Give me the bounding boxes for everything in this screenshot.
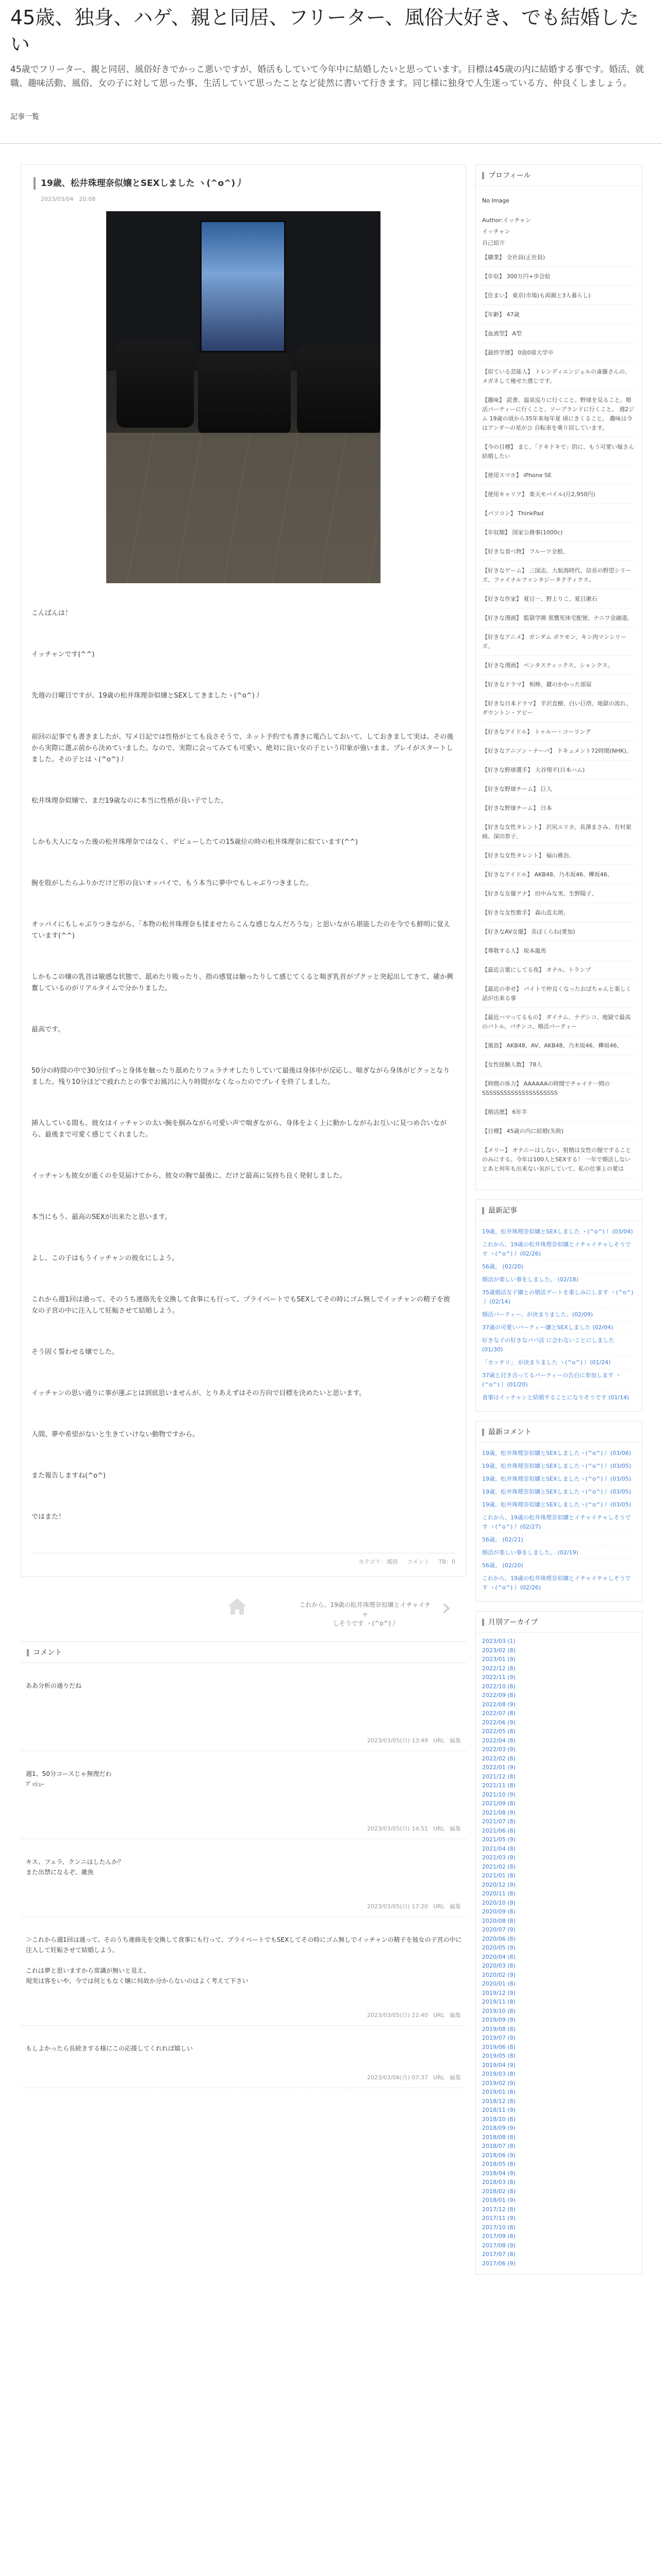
article-paragraph: 腕を肢がしたらふりかだけど形の良いオッパイで、もう本当に夢中でもしゃぶりつきました。	[31, 879, 313, 887]
archive-month-link[interactable]: 2018/01 (9)	[482, 2197, 516, 2204]
profile-item: 【時間の体力】 AAAAAAの時間でチャイナ一問のSSSSSSSSSSSSSSSSSSSSS	[482, 1079, 636, 1103]
comment-author[interactable]: URL	[433, 2074, 444, 2081]
next-article-link[interactable]: これから、19歳の松井珠理奈似嬢とイチャイチャ しそうです ヽ(^o^)丿	[299, 1601, 431, 1627]
article-paragraph: しかもこの嬢の乳首は敏感な状態で、舐めたり吸ったり、指の感覚は触ったりして感じてくると喘ぎ乳首がプクッと突起出してきて、確か興奮しているのがリアルタイムで分かりました。	[31, 973, 454, 992]
comment-author[interactable]: URL	[433, 1903, 444, 1910]
article	[21, 164, 466, 1577]
archive-month-link[interactable]: 2022/02 (8)	[482, 1755, 516, 1762]
archive-month-link[interactable]: 2017/09 (8)	[482, 2233, 516, 2240]
archive-month-link[interactable]: 2019/07 (9)	[482, 2035, 516, 2041]
article-paragraph: しかも大人になった後の松井珠理奈ではなく、デビューしたての15歳位の時の松井珠理奈に似ています(^^)	[31, 838, 358, 846]
comment-footer	[362, 2011, 461, 2019]
archive-month-link[interactable]: 2021/06 (8)	[482, 1827, 516, 1834]
archive-month-link[interactable]: 2019/08 (8)	[482, 2025, 516, 2032]
archive-month-link[interactable]: 2019/11 (8)	[482, 1998, 516, 2005]
archive-month-link[interactable]: 2023/02 (8)	[482, 1647, 516, 1654]
archive-list	[476, 1633, 642, 2274]
article-paragraph: イッチャンの思い通りに事が運ぶとは到底思いませんが、とりあえずはその方向で目標を決めたいと思います。	[31, 1389, 366, 1397]
archive-month-link[interactable]: 2022/01 (9)	[482, 1764, 516, 1771]
comment-footer	[362, 2073, 461, 2081]
comment-list	[21, 1663, 466, 2088]
archive-month-link[interactable]: 2018/09 (9)	[482, 2125, 516, 2131]
archive-month-link[interactable]: 2020/07 (9)	[482, 1926, 516, 1933]
profile-item: 【使用スマホ】 iPhone SE	[482, 471, 636, 485]
recent-comment-link[interactable]: 19歳、松井珠理奈似嬢とSEXしましたヽ(^o^)丿 (03/05)	[482, 1499, 636, 1511]
comments-section	[21, 1641, 466, 2088]
article-paragraph: イッチャンです(^^)	[31, 651, 95, 658]
profile-item: 【好きな食べ物】 フルーツ全般、	[482, 547, 636, 561]
profile-item: 【好きなアイドル】 AKB48、乃木坂46、欅坂46、	[482, 870, 636, 884]
archive-month-link[interactable]: 2020/09 (8)	[482, 1908, 516, 1915]
photo-chair	[198, 353, 291, 435]
article-paragraph: 松井珠理奈似嬢で、まだ19歳なのに本当に性格が良い子でした。	[31, 797, 228, 805]
profile-item: 【尊敬する人】 坂本龍馬	[482, 946, 636, 960]
profile-item: 【好きな作家】 夏目一、野上りこ、夏目漱石	[482, 595, 636, 608]
profile-heading: プロフィール	[476, 165, 642, 186]
comment-line: 週1、50分コースじゃ無理だわ	[26, 1770, 112, 1777]
profile-item: 【好きなドラマ】 相棒、鍵のかかった部屋	[482, 680, 636, 694]
profile-item: 【女性経験人数】 78人	[482, 1060, 636, 1074]
profile-item: 【好きなAV女優】 美ぼくらね(愛加)	[482, 927, 636, 941]
recent-post-link[interactable]: これから、19歳の松井珠理奈似嬢とイチャイチャしそうです ヽ(^o^)丿 (02/26)	[482, 1239, 636, 1260]
comment-line: これは夢と思いますから常識が無いと見え、	[26, 1967, 150, 1974]
profile-item: 【最終学歴】 0浪0留大学卒	[482, 348, 636, 362]
profile-item: 【趣味】 読書、温泉巡りに行くこと。野球を見ること、婚活パーティーに行くこと、ソープランドに行くこと。 週2ジム 19歳の頃から35年来毎年夏 頃にきくること。 趣味は今はアンダーの星がひ 自転車を乗り回しています。	[482, 396, 636, 437]
recent-post-link[interactable]: 食事はイッチャンと結婚することになりそうです (01/14)	[482, 1392, 636, 1404]
archive-month-link[interactable]: 2018/02 (8)	[482, 2188, 516, 2195]
archive-month-link[interactable]: 2020/02 (9)	[482, 1971, 516, 1978]
comment-meta: 2023/03/05(日) 17:20	[367, 1903, 428, 1910]
comment-item	[21, 2026, 466, 2088]
archive-month-link[interactable]: 2018/08 (8)	[482, 2133, 516, 2141]
archive-month-link[interactable]: 2020/10 (9)	[482, 1899, 516, 1906]
comment-edit[interactable]: 編集	[450, 2074, 461, 2081]
article-paragraph: よし、この子はもうイッチャンの彼女にしよう。	[31, 1255, 179, 1262]
article-paragraph: 挿入している間も、彼女はイッチャンの太い腕を掴みながら可愛い声で喘ぎながら、身体をよく上に動かしながらお互いに見つめ合いながら、最後まで可愛く感じてくれました。	[31, 1120, 447, 1139]
comment-line: また出禁になるぞ、雑魚	[26, 1869, 94, 1876]
archive-month-link[interactable]: 2019/10 (8)	[482, 2007, 516, 2014]
profile-item: 【パソコン】 ThinkPad	[482, 509, 636, 523]
recent-posts-list	[476, 1221, 642, 1411]
archive-month-link[interactable]: 2019/04 (9)	[482, 2061, 516, 2069]
profile-item: 【好きな女性歌手】 森山直太朗、	[482, 908, 636, 922]
article-title[interactable]: 19歳、松井珠理奈似嬢とSEXしました ヽ(^o^)丿	[34, 177, 455, 190]
profile-item: 【好きな女優アナ】 田中みな実、生野陽子、	[482, 889, 636, 903]
photo-chair	[117, 340, 194, 428]
comment-footer	[362, 1736, 461, 1744]
archive-month-link[interactable]: 2018/05 (8)	[482, 2161, 516, 2167]
archive-month-link[interactable]: 2020/11 (8)	[482, 1890, 516, 1897]
profile-item: 【好きな野球チーム】 日本	[482, 804, 636, 818]
archive-month-link[interactable]: 2020/01 (8)	[482, 1980, 516, 1987]
archive-month-link[interactable]: 2022/05 (8)	[482, 1728, 516, 1735]
sidebar	[475, 164, 642, 2284]
archive-month-link[interactable]: 2022/11 (9)	[482, 1674, 516, 1681]
archive-month-link[interactable]: 2019/01 (8)	[482, 2089, 516, 2095]
comment-line	[26, 1955, 466, 1965]
archive-month-link[interactable]: 2017/06 (9)	[482, 2260, 516, 2267]
recent-post-link[interactable]: 35歳婚活女子嬢との婚活デートを楽しみにします ヽ(^o^)丿 (02/14)	[482, 1287, 636, 1308]
profile-item: 【使用キャリア】 楽天モバイル(月2,950円)	[482, 490, 636, 504]
recent-comment-link[interactable]: これから、19歳の松井珠理奈似嬢とイチャイチャしそうです ヽ(^o^)丿 (02/27)	[482, 1512, 636, 1533]
photo-chair	[297, 345, 380, 435]
archive-month-link[interactable]: 2019/05 (8)	[482, 2053, 516, 2059]
archive-month-link[interactable]: 2020/06 (8)	[482, 1935, 516, 1942]
profile-author: Author:イッチャン	[482, 217, 531, 224]
comment-item	[21, 1917, 466, 2026]
archive-month-link[interactable]: 2017/11 (9)	[482, 2215, 516, 2222]
profile-item: 【好きな野球選手】 大谷翔平(日本ハム)	[482, 766, 636, 779]
article-date: 2023/03/04 20:08	[41, 196, 96, 202]
recent-comment-link[interactable]: 19歳、松井珠理奈似嬢とSEXしましたヽ(^o^)丿 (03/05)	[482, 1486, 636, 1498]
comment-line: ﾌﾟｯｼｭｰ	[26, 1781, 45, 1788]
article-paragraph: 人間、夢や希望がないと生きていけない動物ですから。	[31, 1431, 200, 1438]
archive-month-link[interactable]: 2022/10 (8)	[482, 1683, 516, 1690]
profile-item: 【好きなゲーム】 三国志、大航海時代、信長の野望シリーズ、ファイナルファンタジータクティクス。	[482, 566, 636, 589]
profile-item: 【目標】 45歳の内に結婚(失敗)	[482, 1127, 636, 1141]
profile-item: 【職業】 全社員(正社員)	[482, 253, 636, 267]
recent-comments-box	[475, 1421, 642, 1602]
comment-body	[21, 1769, 111, 1789]
recent-post-link[interactable]: 婚活が楽しい事をしました。 (02/18)	[482, 1274, 636, 1286]
profile-items	[482, 253, 636, 1178]
recent-post-link[interactable]: 婚活パーティー、が決まりました。(02/09)	[482, 1309, 636, 1321]
recent-posts-box	[475, 1199, 642, 1412]
archive-month-link[interactable]: 2021/12 (8)	[482, 1773, 516, 1780]
comment-author[interactable]: URL	[433, 2012, 444, 2019]
chevron-right-icon[interactable]: ›	[441, 1593, 452, 1622]
archive-month-link[interactable]: 2022/07 (8)	[482, 1710, 516, 1717]
comment-meta: 2023/03/05(日) 13:49	[367, 1737, 428, 1744]
comment-edit[interactable]: 編集	[450, 1825, 461, 1832]
comment-author[interactable]: URL	[433, 1825, 444, 1832]
article-body	[31, 608, 455, 1523]
archive-month-link[interactable]: 2021/02 (8)	[482, 1863, 516, 1870]
profile-intro: 自己紹介	[482, 240, 505, 246]
profile-item: 【好きな漫画】 監獄学園 黒鷺死体宅配便、ナニワ金融道。	[482, 614, 636, 628]
recent-post-link[interactable]: 37歳と付き合ってるパーティーの告白に参加します ヽ(^o^)丿 (01/20)	[482, 1370, 636, 1391]
archive-month-link[interactable]: 2023/01 (9)	[482, 1656, 516, 1663]
archive-month-link[interactable]: 2020/05 (9)	[482, 1944, 516, 1951]
archive-month-link[interactable]: 2022/08 (9)	[482, 1701, 516, 1708]
comment-meta: 2023/03/06(月) 07:37	[367, 2074, 428, 2081]
profile-item: 【婚活歴】 6年半	[482, 1108, 636, 1122]
archive-month-link[interactable]: 2021/04 (8)	[482, 1845, 516, 1852]
profile-item: 【最近の幸せ】 バイトで仲良くなったおばちゃんと楽しく話が出来る事	[482, 985, 636, 1008]
archive-month-link[interactable]: 2022/06 (9)	[482, 1719, 516, 1726]
archive-month-link[interactable]: 2019/02 (9)	[482, 2079, 516, 2087]
profile-item: 【好きな日本ドラマ】 半沢直樹、白い巨塔、地獄の流れ、ダウントン・アビー	[482, 699, 636, 722]
profile-item: 【血液型】 A型	[482, 329, 636, 343]
comment-line: キス、フェラ、クンニはしたんか？	[26, 1858, 124, 1866]
trackback-link[interactable]: TB：0	[438, 1558, 455, 1565]
home-icon[interactable]	[226, 1595, 249, 1618]
archive-month-link[interactable]: 2020/04 (8)	[482, 1953, 516, 1960]
profile-item: 【好きなアニメ】 ガンダム ポケモン、キン肉マンシリーズ、	[482, 633, 636, 656]
archive-month-link[interactable]: 2018/04 (9)	[482, 2170, 516, 2177]
article-paragraph: 前回の記事でも書きましたが、写メ日記では性格がとても良さそうで、ネット予約でも書きに電凸しておいて、しておきまして実は、その後から実際に選ぶ前から決めていました。なので、実際に会ってみても可愛い、絶対に良い女の子という印象が強いまま、プレイがスタートしました。その子とはヽ(^o^)丿	[31, 733, 454, 764]
archive-month-link[interactable]: 2017/08 (9)	[482, 2242, 516, 2249]
article-paragraph: 本当にもう、最高のSEXが出来たと思います。	[31, 1213, 172, 1221]
profile-item: 【好きなアイドル】 トゥルー・コーリング	[482, 727, 636, 741]
archive-heading: 月別アーカイブ	[476, 1612, 642, 1633]
comment-edit[interactable]: 編集	[450, 1737, 461, 1744]
comment-meta: 2023/03/05(日) 22:40	[367, 2012, 428, 2019]
archive-month-link[interactable]: 2017/07 (8)	[482, 2251, 516, 2258]
photo-floor	[106, 433, 380, 583]
archive-month-link[interactable]: 2019/12 (9)	[482, 1989, 516, 1996]
comment-item	[21, 1751, 466, 1839]
comment-body	[21, 1857, 124, 1877]
recent-comment-link[interactable]: 19歳、松井珠理奈似嬢とSEXしましたヽ(^o^)丿 (03/06)	[482, 1448, 636, 1460]
site-title[interactable]: 45歳、独身、ハゲ、親と同居、フリーター、風俗大好き、でも結婚したい	[10, 6, 639, 56]
recent-post-link[interactable]: 37歳の可愛いパーティー嬢とSEXしました (02/04)	[482, 1322, 636, 1334]
archive-month-link[interactable]: 2021/09 (8)	[482, 1800, 516, 1807]
article-paragraph: こんばんは！	[31, 609, 72, 617]
comments-heading: コメント	[21, 1641, 466, 1663]
article-paragraph: イッチャンも彼女が逝くのを見届けてから、彼女の胸で最後に、だけど最高に気持ち良く発射しました。	[31, 1172, 346, 1180]
comment-body	[21, 1681, 81, 1691]
archive-box	[475, 1611, 642, 2275]
comment-line: 現実は客をいや、今では何ともなく嬢に何故か分からないのはよく考えて下さい	[26, 1977, 249, 1985]
profile-item: 【メリー】 オナニーはしない、射精は女性の膣ですることのみにする。今年は100人とSEXする！ 一年で婚活しないとあと何年も出来ない気がしていて、私の仕事上の愛は	[482, 1146, 636, 1178]
archive-month-link[interactable]: 2021/10 (9)	[482, 1791, 516, 1798]
article-footer	[31, 1553, 455, 1566]
article-paragraph: オッパイにもしゃぶりつきながら、「本物の松井珠理奈も揉ませたらこんな感じなんだろうな」と思いながら堪能したのを今でも鮮明に覚えています(^^)	[31, 921, 451, 940]
archive-month-link[interactable]: 2021/07 (8)	[482, 1818, 516, 1825]
recent-comment-link[interactable]: 婚活が楽しい事をしました。 (02/19)	[482, 1547, 636, 1559]
comment-link[interactable]: コメント	[407, 1558, 430, 1565]
profile-no-image: No Image	[482, 197, 509, 204]
site-nav	[10, 111, 652, 125]
category-link[interactable]: カテゴリ：風俗	[358, 1558, 398, 1565]
comment-edit[interactable]: 編集	[450, 2012, 461, 2019]
recent-comment-link[interactable]: 19歳、松井珠理奈似嬢とSEXしましたヽ(^o^)丿 (03/05)	[482, 1473, 636, 1485]
archive-month-link[interactable]: 2021/11 (8)	[482, 1782, 516, 1789]
archive-month-link[interactable]: 2020/08 (8)	[482, 1917, 516, 1924]
archive-month-link[interactable]: 2020/03 (8)	[482, 1962, 516, 1969]
comment-item	[21, 1663, 466, 1751]
comment-body	[21, 1935, 466, 1986]
archive-month-link[interactable]: 2022/09 (8)	[482, 1692, 516, 1699]
article-paragraph: ではまた！	[31, 1513, 65, 1521]
profile-item: 【好きな漫画】 ペンタスティックス、シャンクス。	[482, 661, 636, 675]
article-paragraph: 最高です。	[31, 1026, 64, 1033]
comment-item	[21, 1839, 466, 1917]
archive-month-link[interactable]: 2021/05 (9)	[482, 1836, 516, 1843]
recent-post-link[interactable]: 56歳、 (02/20)	[482, 1261, 636, 1273]
archive-month-link[interactable]: 2018/07 (8)	[482, 2143, 516, 2149]
comment-author[interactable]: URL	[433, 1737, 444, 1744]
article-paragraph: 先週の日曜日ですが、19歳の松井珠理奈似嬢とSEXしてきましたヽ(^o^)丿	[31, 692, 261, 700]
recent-comment-link[interactable]: 56歳、 (02/20)	[482, 1560, 636, 1572]
recent-comment-link[interactable]: 56歳、 (02/21)	[482, 1534, 636, 1546]
profile-item: 【好きなアニソン・ナーバ】 ドキュメント72時間(NHK)、	[482, 747, 636, 760]
profile-item: 【似ている芸能人】 トレンディエンジェルの斎藤さんの、メガネして痩せた感じです。	[482, 367, 636, 391]
pager	[21, 1587, 466, 1636]
profile-item: 【年収】 300万円+歩合給	[482, 272, 636, 286]
profile-item: 【最近言葉にしてる夜】 オナル、トランプ	[482, 965, 636, 979]
archive-month-link[interactable]: 2017/12 (8)	[482, 2206, 516, 2213]
site-header	[0, 0, 662, 143]
archive-month-link[interactable]: 2019/06 (8)	[482, 2043, 516, 2050]
recent-post-link[interactable]: 19歳、松井珠理奈似嬢とSEXしました ヽ(^o^)丿 (03/04)	[482, 1226, 636, 1238]
archive-month-link[interactable]: 2017/10 (8)	[482, 2224, 516, 2231]
recent-comments-list	[476, 1443, 642, 1601]
nav-article-list-link[interactable]: 記事一覧	[10, 113, 39, 121]
archive-month-link[interactable]: 2022/04 (8)	[482, 1737, 516, 1744]
comment-body	[21, 2043, 193, 2054]
archive-month-link[interactable]: 2021/01 (8)	[482, 1872, 516, 1879]
profile-item: 【好きな野球チーム】 巨人	[482, 785, 636, 799]
comment-line: もしよかったら長続きする様にこの応援してくれれば嬉しい	[26, 2045, 193, 2052]
recent-post-link[interactable]: 好きな子の好きなパパ活 に会わないことにしました (01/30)	[482, 1335, 636, 1356]
archive-month-link[interactable]: 2020/12 (9)	[482, 1881, 516, 1888]
profile-item: 【年収額】 国家公務事(1000c)	[482, 528, 636, 542]
recent-post-link[interactable]: 「カッチリ」 が決まりました ヽ(^o^)丿 (01/24)	[482, 1357, 636, 1369]
archive-month-link[interactable]: 2021/08 (9)	[482, 1809, 516, 1816]
site-description: 45歳でフリーター、親と同居、風俗好きでかっこ悪いですが、婚活もしていて今年中に結婚したいと思っています。目標は45歳の内に結婚する事です。婚活、就職、趣味活動、風俗、女の子に対して思った事、生活していて思ったことなど徒然に書いて行きます。同じ様に独身で人生迷っている方、仲良くしましょう。	[10, 64, 644, 89]
photo-screen	[200, 221, 286, 352]
archive-month-link[interactable]: 2022/12 (8)	[482, 1665, 516, 1672]
recent-comments-heading: 最新コメント	[476, 1421, 642, 1443]
archive-month-link[interactable]: 2021/03 (9)	[482, 1854, 516, 1861]
article-paragraph: これから週1回は通って、そのうち連絡先を交換して食事にも行って、プライベートでもSEXしてその時にゴム無しでイッチャンの精子を彼女の子宮の中に注入して妊娠させて結婚しよう。	[31, 1296, 451, 1315]
comment-line: ああ分析の通りだね	[26, 1682, 82, 1689]
profile-item: 【風俗】 AKB48、AV、AKB48、乃木坂46、欅坂46、	[482, 1041, 636, 1055]
article-photo	[106, 211, 380, 583]
recent-posts-heading: 最新記事	[476, 1200, 642, 1221]
comment-footer	[362, 1902, 461, 1910]
archive-month-link[interactable]: 2018/10 (8)	[482, 2115, 516, 2123]
archive-month-link[interactable]: 2018/03 (8)	[482, 2179, 516, 2185]
recent-comment-link[interactable]: これから、19歳の松井珠理奈似嬢とイチャイチャしそうです ヽ(^o^)丿 (02/26)	[482, 1573, 636, 1594]
profile-item: 【今の目標】 まじ、「ドキドキで」的に、もう可愛い嫁さん結婚したい	[482, 443, 636, 466]
profile-item: 【年齢】 47歳	[482, 310, 636, 324]
article-paragraph: 50分の時間の中で30分位ずっと身体を触ったり舐めたりフェラチオしたりしていて最後は身体中が反応し、喘ぎながら身体がビクッとなりました。残り10分ほどで疲れたとの事でお風呂に入り時間がなくなったのでプレイを終了しました。	[31, 1067, 450, 1086]
article-paragraph: また報告しますね(^o^)	[31, 1472, 106, 1480]
profile-item: 【好きな女性タレント】 沢尻エリカ、長澤まさみ、有村架純、深田恭子、	[482, 823, 636, 846]
archive-month-link[interactable]: 2023/03 (1)	[482, 1638, 516, 1645]
comment-edit[interactable]: 編集	[450, 1903, 461, 1910]
archive-month-link[interactable]: 2022/03 (9)	[482, 1746, 516, 1753]
comment-footer	[362, 1824, 461, 1833]
recent-comment-link[interactable]: 19歳、松井珠理奈似嬢とSEXしましたヽ(^o^)丿 (03/05)	[482, 1461, 636, 1472]
profile-box	[475, 164, 642, 1190]
page-layout	[0, 144, 662, 2576]
archive-month-link[interactable]: 2019/03 (8)	[482, 2071, 516, 2077]
comment-line: ＞これから週1回は通って、そのうち連絡先を交換して食事にも行って、プライベートでもSEXしてその時にゴム無しでイッチャンの精子を彼女の子宮の中に注入して妊娠させて結婚しよう。	[26, 1936, 462, 1954]
archive-month-link[interactable]: 2018/11 (9)	[482, 2107, 516, 2113]
archive-month-link[interactable]: 2019/09 (9)	[482, 2016, 516, 2023]
archive-month-link[interactable]: 2018/12 (8)	[482, 2097, 516, 2105]
profile-item: 【好きな女性タレント】 福山雅治、	[482, 851, 636, 865]
profile-item: 【住まい】 東京(市場)も両親と3人暮らし)	[482, 291, 636, 305]
profile-author-sub: イッチャン	[482, 228, 510, 235]
archive-month-link[interactable]: 2018/06 (9)	[482, 2151, 516, 2159]
article-paragraph: そう固く誓わせる嬢でした。	[31, 1348, 119, 1356]
comment-meta: 2023/03/05(日) 14:51	[367, 1825, 428, 1832]
profile-item: 【最近ハマってるもの】 ダイナム、ナデシコ、地獄で最高のバトル、パチンコ、婚活パーティー	[482, 1013, 636, 1036]
main-column	[21, 164, 466, 2088]
